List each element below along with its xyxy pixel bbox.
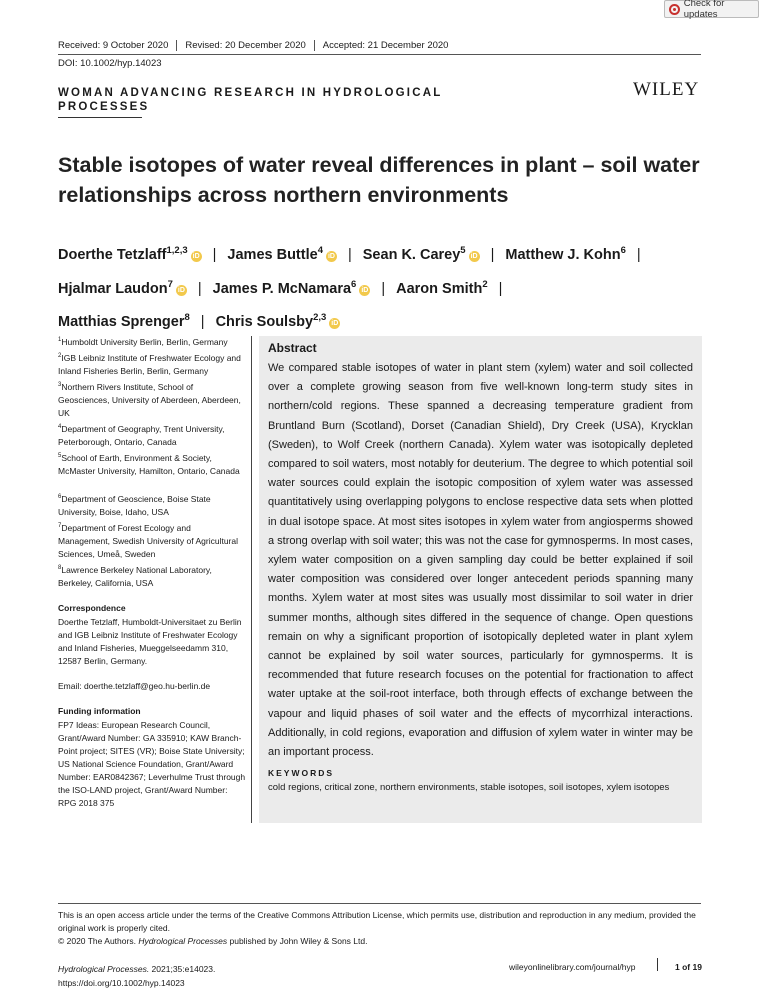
correspondence-heading: Correspondence: [58, 603, 126, 613]
header-divider: [58, 54, 701, 55]
orcid-icon[interactable]: iD: [177, 286, 185, 294]
affiliation: $^1$Humboldt University Berlin, Berlin, Germany: [58, 336, 228, 347]
author[interactable]: Sean K. Carey$^5$iD: [362, 245, 478, 263]
affiliation: $^8$Lawrence Berkeley National Laboratory, Berkeley, California, USA: [58, 564, 212, 588]
keywords-text: cold regions, critical zone, northern environments, stable isotopes, soil isotopes, xylem isotopes: [268, 782, 670, 794]
journal-name: Hydrological Processes.: [58, 964, 150, 974]
article-title: Stable isotopes of water reveal differences in plant – soil water relationships across northern environments: [58, 153, 700, 207]
author[interactable]: Chris Soulsby$^{2,3}$iD: [215, 312, 339, 331]
series-heading: WOMAN ADVANCING RESEARCH IN HYDROLOGICAL PROCESSES: [58, 87, 443, 113]
abstract-heading: Abstract: [268, 341, 317, 355]
orcid-icon[interactable]: iD: [470, 252, 478, 260]
license-text: This is an open access article under the terms of the Creative Commons Attribution License, which permits use, distribution and reproduction in any medium, provided the original work is properly cited.: [58, 910, 696, 933]
accepted-date: Accepted: 21 December 2020: [314, 40, 457, 51]
orcid-icon[interactable]: iD: [327, 252, 335, 260]
journal-volume: 2021;35:e14023.: [149, 964, 216, 974]
funding-text: FP7 Ideas: European Research Council, Grant/Award Number: GA 335910; KAW Branch-Point project; SITES (VR); Boise State University; US National Science Foundation, Grant/Award Number: EAR0842367; Leverhulme Trust through the ISO-LAND project, Grant/Award Number: RPG 2018 375: [58, 720, 246, 808]
affiliation: $^3$Northern Rivers Institute, School of Geosciences, University of Aberdeen, Aberdeen, UK: [58, 381, 241, 418]
column-divider: [251, 336, 252, 823]
page-divider: [657, 958, 658, 971]
correspondence-text: Doerthe Tetzlaff, Humboldt-Universitaet zu Berlin and IGB Leibniz Institute of Freshwater Ecology and Inland Fisheries, Mueggelseedamm 310, 12587 Berlin, Germany.: [58, 617, 242, 666]
orcid-icon[interactable]: iD: [361, 286, 369, 294]
author[interactable]: Hjalmar Laudon$^7$iD: [58, 278, 185, 297]
check-for-updates-badge[interactable]: [664, 0, 759, 18]
article-url[interactable]: https://doi.org/10.1002/hyp.14023: [58, 978, 185, 988]
revised-date: Revised: 20 December 2020: [176, 40, 313, 51]
publisher-logo: WILEY: [633, 79, 700, 100]
correspondence-email[interactable]: Email: doerthe.tetzlaff@geo.hu-berlin.de: [58, 681, 211, 691]
journal-site-link[interactable]: wileyonlinelibrary.com/journal/hyp: [509, 962, 636, 972]
funding-heading: Funding information: [58, 706, 141, 716]
page-number: 1 of 19: [675, 962, 702, 972]
footnote-divider: [58, 903, 701, 904]
check-for-updates-label: Check for updates: [683, 0, 725, 20]
author[interactable]: Matthew J. Kohn$^6$: [505, 245, 626, 263]
orcid-icon[interactable]: iD: [192, 252, 200, 260]
orcid-icon[interactable]: iD: [331, 320, 339, 328]
author-list: Doerthe Tetzlaff$^{1,2,3}$iD | James Buttle$^4$iD | Sean K. Carey$^5$iD | Matthew J. Kohn$^6$ | Hjalmar Laudon$^7$iD | James P. McNamara$^6$iD | Aaron Smith$^2$ | Matthias Sprenger$^8$ | Chris Soulsby$^{2,3}$iD: [58, 245, 641, 331]
article-dates: [58, 38, 456, 52]
journal-citation: [58, 962, 215, 990]
affiliation: $^6$Department of Geoscience, Boise State University, Boise, Idaho, USA: [58, 493, 211, 517]
affiliation: $^4$Department of Geography, Trent University, Peterborough, Ontario, Canada: [58, 423, 225, 447]
author[interactable]: James P. McNamara$^6$iD: [212, 278, 369, 297]
received-date: Received: 9 October 2020: [58, 39, 169, 51]
update-icon: [669, 4, 680, 15]
doi[interactable]: DOI: 10.1002/hyp.14023: [58, 58, 162, 69]
keywords-heading: KEYWORDS: [268, 768, 335, 779]
series-underline: [58, 117, 142, 118]
abstract-text: We compared stable isotopes of water in plant stem (xylem) water and soil collected over a complete growing season from five well-known long-term study sites in northern/cold regions. These spanned a decreasing temperature gradient from Bruntland Burn (Scotland), Dorset (Canadian Shield), Dry Creek (USA), Krycklan (Sweden), to Wolf Creek (northern Canada). Xylem water was isotopically depleted compared to soil waters, most notably for deuterium. The degree to which potential soil water sources could explain the isotopic composition of xylem water was assessed quantitatively using overlapping polygons to enclose respective data sets when plotted in dual isotope space. At most sites isotopes in xylem water from angiosperms showed a strong overlap with soil water; this was not the case for gymnosperms. In most cases, xylem water composition on a given sampling day could be better explained if soil water composition was considered over longer antecedent periods spanning many months. Xylem water at most sites was usually most dissimilar to soil water in drier summer months, although sites differed in the sequence of change. Open questions remain on why a significant proportion of isotopically depleted water in plant xylem cannot be explained by soil water sources, particularly for gymnosperms. It is recommended that future research focuses on the potential for fractionation to affect water uptake at the soil-root interface, both through effects of exchange between the vapour and liquid phases of soil water and the effects of mycorrhizal interactions. Additionally, in cold regions, evaporation and diffusion of xylem water in winter may be an important process.: [268, 362, 693, 759]
affiliation: $^7$Department of Forest Ecology and Management, Swedish University of Agricultural Sciences, Umeå, Sweden: [58, 522, 238, 559]
author[interactable]: Matthias Sprenger$^8$: [58, 312, 190, 331]
author[interactable]: Aaron Smith$^2$: [396, 278, 488, 297]
affiliation: $^2$IGB Leibniz Institute of Freshwater Ecology and Inland Fisheries Berlin, Berlin, Germany: [58, 352, 241, 376]
affiliation: $^5$School of Earth, Environment & Society, McMaster University, Hamilton, Ontario, Canada: [58, 452, 240, 476]
author[interactable]: Doerthe Tetzlaff$^{1,2,3}$iD: [58, 245, 200, 263]
license-footnote: [58, 909, 701, 948]
copyright-text: © 2020 The Authors. Hydrological Processes published by John Wiley & Sons Ltd.: [58, 936, 368, 946]
author[interactable]: James Buttle$^4$iD: [227, 245, 335, 263]
abstract-box: [259, 336, 702, 823]
